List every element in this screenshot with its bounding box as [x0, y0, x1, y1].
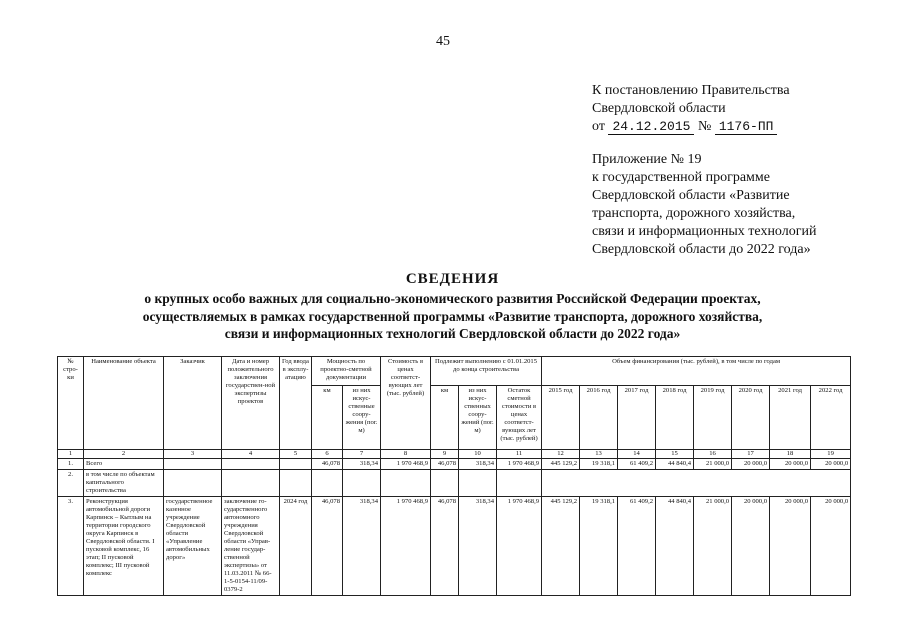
table-header-row-1	[58, 357, 851, 386]
appendix-line-1: Приложение № 19	[592, 152, 702, 167]
total-2020: 20 000,0	[732, 459, 770, 470]
header-year-2019: 2019 год	[694, 386, 732, 450]
total-row-number: 1.	[58, 459, 84, 470]
table-row-total	[58, 459, 851, 470]
total-year	[280, 459, 312, 470]
col-number: 6	[312, 450, 343, 459]
project-row-number: 3.	[58, 497, 84, 596]
header-year-2015: 2015 год	[542, 386, 580, 450]
col-number: 8	[381, 450, 431, 459]
column-number-row	[58, 450, 851, 459]
header-commission-year: Год ввода в эксплу-атацию	[280, 357, 312, 450]
col-number: 9	[431, 450, 459, 459]
decree-number-label: №	[697, 119, 712, 134]
project-2015: 445 129,2	[542, 497, 580, 596]
total-expertise	[222, 459, 280, 470]
header-remaining: Подлежит выполнению с 01.01.2015 до конца строительства	[431, 357, 542, 386]
total-cost: 1 970 468,9	[381, 459, 431, 470]
project-2016: 19 318,1	[580, 497, 618, 596]
col-number: 15	[656, 450, 694, 459]
col-number: 17	[732, 450, 770, 459]
project-remaining-structures: 318,34	[459, 497, 497, 596]
total-remaining-structures: 318,34	[459, 459, 497, 470]
total-km: 46,078	[312, 459, 343, 470]
col-number: 13	[580, 450, 618, 459]
header-year-2022: 2022 год	[811, 386, 851, 450]
col-number: 11	[497, 450, 542, 459]
total-2017: 61 409,2	[618, 459, 656, 470]
project-km: 46,078	[312, 497, 343, 596]
header-year-2021: 2021 год	[770, 386, 811, 450]
project-name: Реконструкция автомобильной дороги Карпинск – Кытлым на территории городского округа Карпинск в Свердловской области. I пусковой комплекс, 16 этап; II пусковой комплекс; III пусковой комплекс	[84, 497, 164, 596]
header-capacity-km: км	[312, 386, 343, 450]
decree-line-1: К постановлению Правительства	[592, 83, 790, 98]
col-number: 3	[164, 450, 222, 459]
header-capacity: Мощность по проектно-сметной документации	[312, 357, 381, 386]
project-customer: государственное казенное учреждение Свердловской области «Управление автомобильных дорог»	[164, 497, 222, 596]
decree-line-2: Свердловской области	[592, 101, 726, 116]
total-2016: 19 318,1	[580, 459, 618, 470]
col-number: 5	[280, 450, 312, 459]
decree-date: 24.12.2015	[608, 119, 694, 135]
header-row-number: № стро-ки	[58, 357, 84, 450]
decree-reference	[592, 82, 790, 136]
col-number: 14	[618, 450, 656, 459]
total-2022: 20 000,0	[811, 459, 851, 470]
project-2019: 21 000,0	[694, 497, 732, 596]
project-expertise: заключение го-сударственного автономного учреждения Свердловской области «Управ-ление государ-ственной экспертизы» от 11.03.2011 № 66-1-5-0154-11/09-0379-2	[222, 497, 280, 596]
col-number: 18	[770, 450, 811, 459]
appendix-line-6: Свердловской области до 2022 года»	[592, 242, 811, 257]
col-number: 19	[811, 450, 851, 459]
total-remaining-km: 46,078	[431, 459, 459, 470]
table-row-subheading	[58, 470, 851, 497]
decree-from-label: от	[592, 119, 605, 134]
header-capacity-structures: из них искус-ственные соору-жения (пог. м)	[343, 386, 381, 450]
header-year-2016: 2016 год	[580, 386, 618, 450]
appendix-heading	[592, 151, 892, 259]
document-title: СВЕДЕНИЯ	[405, 271, 500, 287]
col-number: 10	[459, 450, 497, 459]
total-customer	[164, 459, 222, 470]
project-structures: 318,34	[343, 497, 381, 596]
col-number: 7	[343, 450, 381, 459]
document-subtitle	[60, 290, 845, 343]
header-year-2020: 2020 год	[732, 386, 770, 450]
decree-date-line	[592, 118, 790, 136]
col-number: 4	[222, 450, 280, 459]
sub-label: в том числе по объектам капитального строительства	[84, 470, 164, 497]
project-remaining-cost: 1 970 468,9	[497, 497, 542, 596]
total-remaining-cost: 1 970 468,9	[497, 459, 542, 470]
header-funding: Объем финансирования (тыс. рублей), в том числе по годам	[542, 357, 851, 386]
sub-row-number: 2.	[58, 470, 84, 497]
col-number: 16	[694, 450, 732, 459]
appendix-line-4: транспорта, дорожного хозяйства,	[592, 206, 796, 221]
page-number: 45	[436, 34, 450, 49]
header-remaining-structures: из них искус-ственных соору-жений (пог. м)	[459, 386, 497, 450]
project-remaining-km: 46,078	[431, 497, 459, 596]
header-object-name: Наименование объекта	[84, 357, 164, 450]
header-year-2018: 2018 год	[656, 386, 694, 450]
project-2021: 20 000,0	[770, 497, 811, 596]
project-cost: 1 970 468,9	[381, 497, 431, 596]
appendix-line-3: Свердловской области «Развитие	[592, 188, 790, 203]
sub-funding-empty	[542, 470, 851, 497]
total-2021: 20 000,0	[770, 459, 811, 470]
col-number: 12	[542, 450, 580, 459]
project-2017: 61 409,2	[618, 497, 656, 596]
col-number: 1	[58, 450, 84, 459]
header-customer: Заказчик	[164, 357, 222, 450]
project-year: 2024 год	[280, 497, 312, 596]
total-structures: 318,34	[343, 459, 381, 470]
project-2022: 20 000,0	[811, 497, 851, 596]
appendix-line-5: связи и информационных технологий	[592, 224, 817, 239]
subtitle-line-3: связи и информационных технологий Свердловской области до 2022 года»	[224, 326, 681, 341]
table-row-project	[58, 497, 851, 596]
header-expertise: Дата и номер положительного заключения государствен-ной экспертизы проектов	[222, 357, 280, 450]
total-2018: 44 840,4	[656, 459, 694, 470]
project-2018: 44 840,4	[656, 497, 694, 596]
total-label: Всего	[84, 459, 164, 470]
header-cost: Стоимость в ценах соответст-вующих лет (тыс. рублей)	[381, 357, 431, 450]
header-year-2017: 2017 год	[618, 386, 656, 450]
header-remaining-km: км	[431, 386, 459, 450]
appendix-line-2: к государственной программе	[592, 170, 770, 185]
total-2015: 445 129,2	[542, 459, 580, 470]
header-remaining-cost: Остаток сметной стоимости в ценах соответст-вующих лет (тыс. рублей)	[497, 386, 542, 450]
total-2019: 21 000,0	[694, 459, 732, 470]
projects-table	[57, 356, 851, 596]
decree-number: 1176-ПП	[715, 119, 778, 135]
subtitle-line-1: о крупных особо важных для социально-экономического развития Российской Федерации проектах,	[144, 291, 761, 306]
subtitle-line-2: осуществляемых в рамках государственной программы «Развитие транспорта, дорожного хозяйства,	[142, 308, 763, 324]
col-number: 2	[84, 450, 164, 459]
project-2020: 20 000,0	[732, 497, 770, 596]
